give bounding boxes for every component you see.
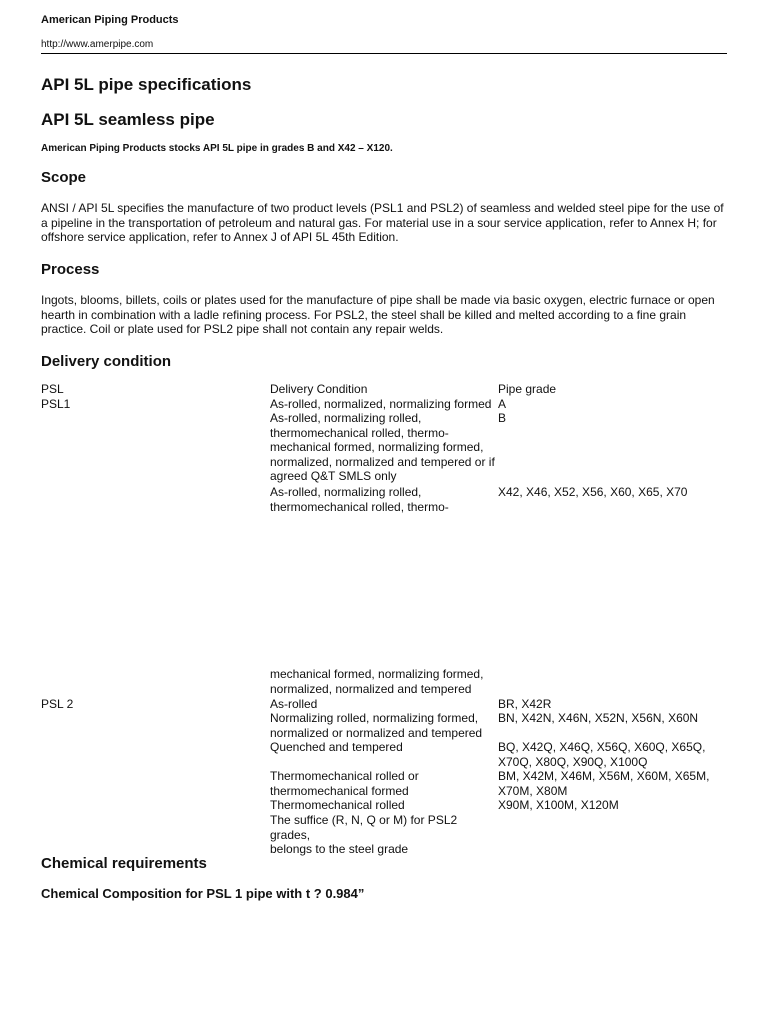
table-cell-psl: PSL 2 [41,697,74,711]
table-cell-condition: The suffice (R, N, Q or M) for PSL2 grades, belongs to the steel grade [270,813,458,857]
header-divider [41,53,727,54]
table-cell-condition: Normalizing rolled, normalizing formed, normalized or normalized and tempered [270,711,483,740]
chemical-heading: Chemical requirements [41,855,207,872]
table-cell-condition: As-rolled, normalized, normalizing formed [270,397,492,411]
table-cell-grade: B [498,411,507,425]
table-cell-condition: Quenched and tempered [270,740,403,754]
process-heading: Process [41,261,100,278]
company-name: American Piping Products [41,14,179,26]
table-cell-condition: Thermomechanical rolled [270,798,405,812]
table-cell-condition: As-rolled [270,697,318,711]
table-cell-condition: As-rolled, normalizing rolled, thermomechanical rolled, thermo- [270,485,449,514]
page-title: API 5L pipe specifications [41,75,252,94]
page-subtitle: API 5L seamless pipe [41,110,215,129]
table-cell-condition: Thermomechanical rolled or thermomechanical formed [270,769,419,798]
table-cell-grade: X42, X46, X52, X56, X60, X65, X70 [498,485,688,499]
table-cell-grade: BR, X42R [498,697,552,711]
scope-heading: Scope [41,169,87,186]
stock-note: American Piping Products stocks API 5L pipe in grades B and X42 – X120. [41,143,393,154]
column-header-psl: PSL [41,382,64,396]
table-cell-grade: BN, X42N, X46N, X52N, X56N, X60N [498,711,699,725]
table-cell-grade: X90M, X100M, X120M [498,798,619,812]
table-cell-grade: BQ, X42Q, X46Q, X56Q, X60Q, X65Q, X70Q, X80Q, X90Q, X100Q [498,740,706,769]
table-cell-psl: PSL1 [41,397,71,411]
table-cell-condition: As-rolled, normalizing rolled, thermomechanical rolled, thermo- mechanical formed, normalizing formed, normalized, normalized and tempered or if agreed Q&T SMLS only [270,411,495,484]
table-cell-condition: mechanical formed, normalizing formed, normalized, normalized and tempered [270,667,484,696]
chemical-subheading: Chemical Composition for PSL 1 pipe with t ? 0.984” [41,886,365,901]
column-header-pipe-grade: Pipe grade [498,382,557,396]
process-text: Ingots, blooms, billets, coils or plates used for the manufacture of pipe shall be made via basic oxygen, electric furnace or open hearth in combination with a ladle refining process. For PSL2, the steel shall be killed and melted according to a fine grain practice. Coil or plate used for PSL2 pipe shall not contain any repair welds. [41,293,715,337]
company-url[interactable]: http://www.amerpipe.com [41,39,154,50]
scope-text: ANSI / API 5L specifies the manufacture of two product levels (PSL1 and PSL2) of seamless and welded steel pipe for the use of a pipeline in the transportation of petroleum and natural gas. For material use in a sour service application, refer to Annex H; for offshore service application, refer to Annex J of API 5L 45th Edition. [41,201,724,245]
column-header-delivery-condition: Delivery Condition [270,382,368,396]
delivery-heading: Delivery condition [41,353,172,370]
table-cell-grade: BM, X42M, X46M, X56M, X60M, X65M, X70M, X80M [498,769,710,798]
table-cell-grade: A [498,397,507,411]
